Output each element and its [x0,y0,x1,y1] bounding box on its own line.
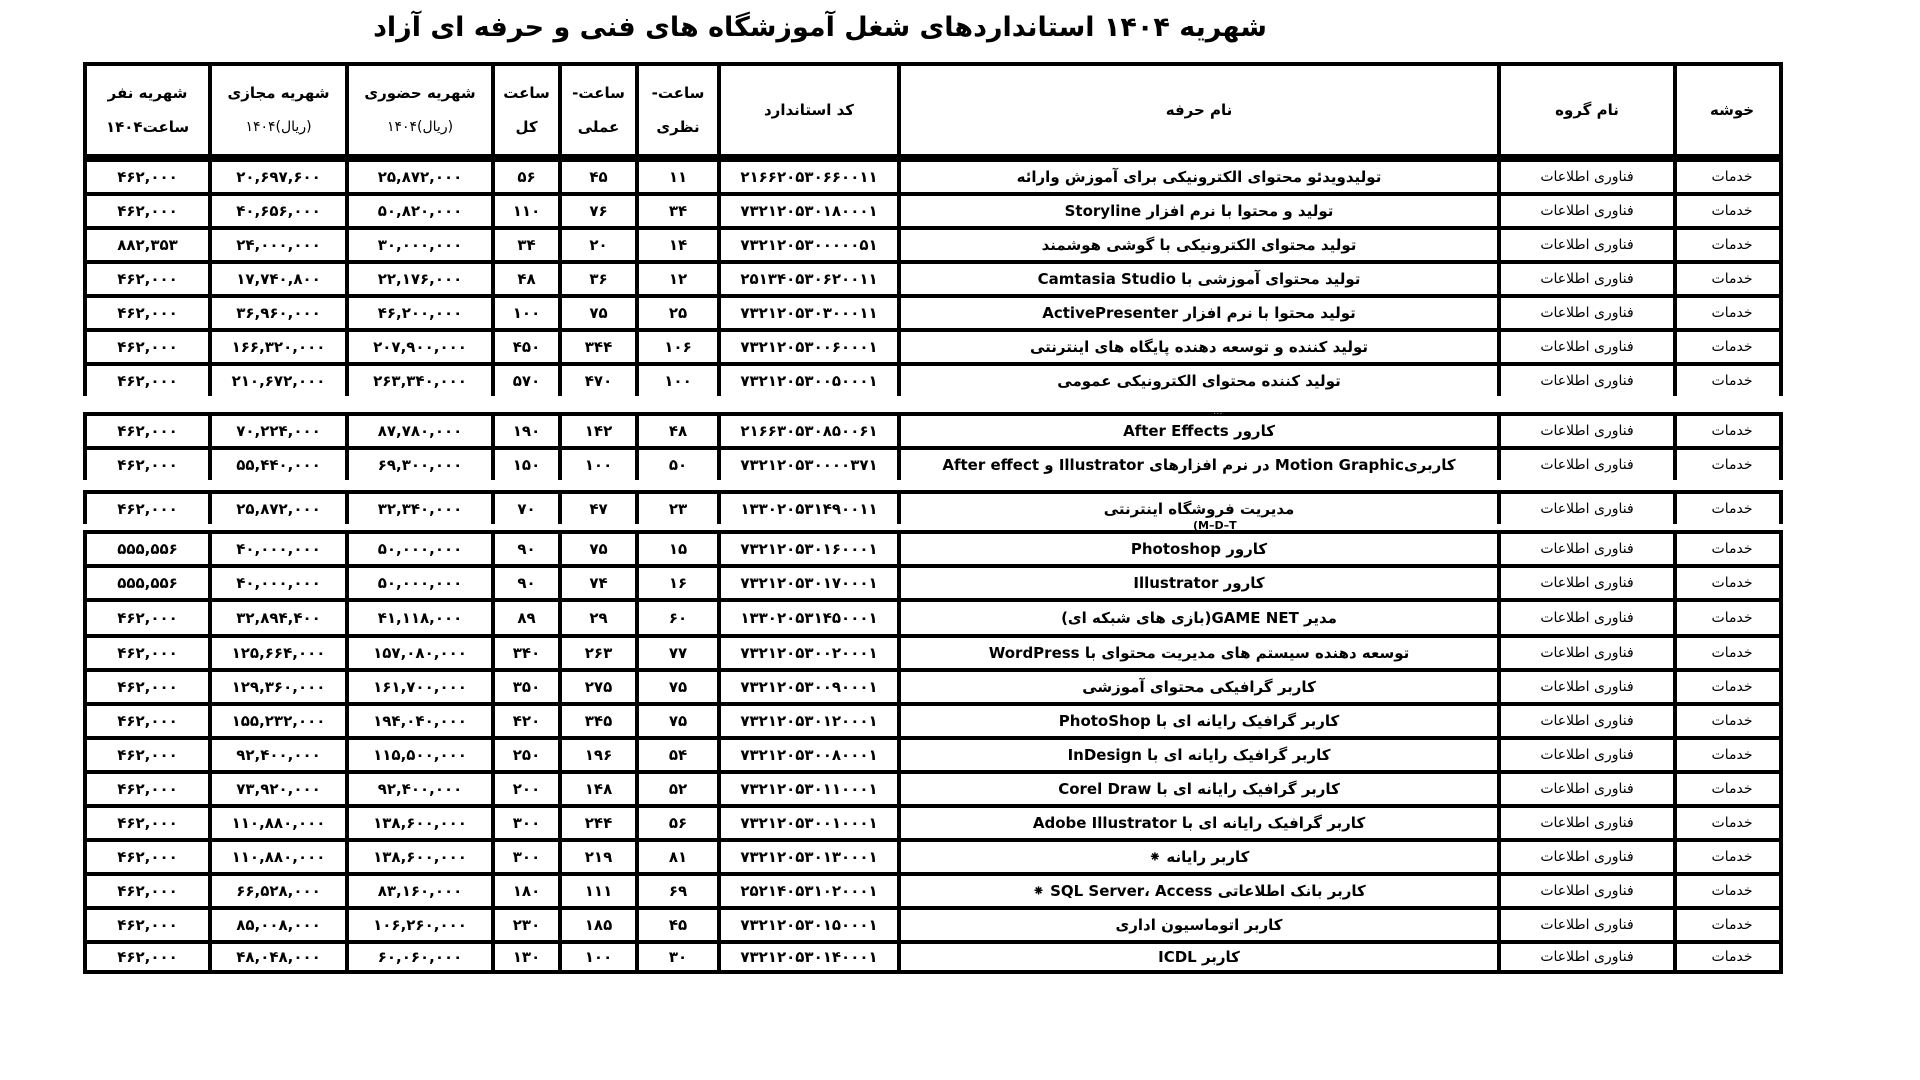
practical-hours-cell: ۴۵ [558,162,635,192]
cluster-cell: خدمات [1673,568,1787,598]
practical-hours-cell: ۲۷۵ [558,672,635,702]
trade-name-cell: کارور Photoshop [897,534,1497,564]
practical-hours-cell: ۲۶۳ [558,638,635,668]
total-hours-cell: ۳۴ [491,230,558,260]
group-name-cell: فناوری اطلاعات [1497,774,1673,804]
theory-hours-cell: ۵۴ [635,740,717,770]
trade-name-cell: تولید محتوای الکترونیکی با گوشی هوشمند [897,230,1497,260]
inperson-fee-cell: ۱۰۶,۲۶۰,۰۰۰ [345,910,491,940]
group-name-cell: فناوری اطلاعات [1497,740,1673,770]
virtual-fee-cell: ۹۲,۴۰۰,۰۰۰ [208,740,345,770]
cluster-cell: خدمات [1673,876,1787,906]
practical-hours-cell: ۱۸۵ [558,910,635,940]
header-practical-hours: ساعت- عملی [558,66,635,154]
theory-hours-cell: ۷۵ [635,672,717,702]
trade-name-cell: کاربریMotion Graphic در نرم افزارهای Illustrator و After effect [897,450,1497,480]
table-row [83,804,1783,838]
group-name-cell: فناوری اطلاعات [1497,808,1673,838]
per-hour-fee-cell: ۴۶۲,۰۰۰ [117,372,178,390]
total-hours-cell: ۵۶ [491,162,558,192]
header-total-hours: ساعت کل [491,66,558,154]
trade-name-cell: توسعه دهنده سیستم های مدیریت محتوای با WordPress [897,638,1497,668]
standard-code-cell: ۷۳۲۱۲۰۵۳۰۱۸۰۰۰۱ [717,196,897,226]
per-hour-fee-cell: ۴۶۲,۰۰۰ [117,780,178,798]
header-cluster: خوشه [1673,66,1787,154]
standard-code-cell: ۷۳۲۱۲۰۵۳۰۰۶۰۰۰۱ [717,332,897,362]
total-hours-cell: ۱۱۰ [491,196,558,226]
practical-hours-cell: ۴۷۰ [558,366,635,396]
cluster-cell: خدمات [1673,450,1787,480]
virtual-fee-cell: ۴۰,۰۰۰,۰۰۰ [208,568,345,598]
standard-code-cell: ۷۳۲۱۲۰۵۳۰۰۱۰۰۰۱ [717,808,897,838]
inperson-fee-cell: ۸۳,۱۶۰,۰۰۰ [345,876,491,906]
table-row [83,260,1783,294]
theory-hours-cell: ۱۴ [635,230,717,260]
virtual-fee-cell: ۱۱۰,۸۸۰,۰۰۰ [208,808,345,838]
standard-code-cell: ۷۳۲۱۲۰۵۳۰۱۶۰۰۰۱ [717,534,897,564]
trade-name-cell: کاربر گرافیک رایانه ای با Corel Draw [897,774,1497,804]
theory-hours-cell: ۱۵ [635,534,717,564]
standard-code-cell: ۷۳۲۱۲۰۵۳۰۰۰۰۳۷۱ [717,450,897,480]
table-row [83,702,1783,736]
group-name-cell: فناوری اطلاعات [1497,638,1673,668]
per-hour-fee-cell: ۴۶۲,۰۰۰ [117,500,178,518]
cluster-cell: خدمات [1673,366,1787,396]
standard-code-cell: ۷۳۲۱۲۰۵۳۰۱۳۰۰۰۱ [717,842,897,872]
virtual-fee-cell: ۱۶۶,۳۲۰,۰۰۰ [208,332,345,362]
total-hours-cell: ۳۰۰ [491,842,558,872]
trade-name-cell: کاربر گرافیکی محتوای آموزشی [897,672,1497,702]
per-hour-fee-cell: ۴۶۲,۰۰۰ [117,270,178,288]
trade-name-cell: کاربر گرافیک رایانه ای با PhotoShop [897,706,1497,736]
virtual-fee-cell: ۸۵,۰۰۸,۰۰۰ [208,910,345,940]
trade-name-cell: کاربر رایانه ⁕ [897,842,1497,872]
group-name-cell: فناوری اطلاعات [1497,416,1673,446]
virtual-fee-cell: ۷۳,۹۲۰,۰۰۰ [208,774,345,804]
theory-hours-cell: ۳۰ [635,944,717,970]
theory-hours-cell: ۴۵ [635,910,717,940]
group-name-cell: فناوری اطلاعات [1497,534,1673,564]
trade-name-cell: کارور After Effects [897,416,1497,446]
standard-code-cell: ۷۳۲۱۲۰۵۳۰۱۴۰۰۰۱ [717,944,897,970]
inperson-fee-cell: ۱۵۷,۰۸۰,۰۰۰ [345,638,491,668]
table-row [83,564,1783,598]
virtual-fee-cell: ۱۱۰,۸۸۰,۰۰۰ [208,842,345,872]
header-trade-name: نام حرفه [897,66,1497,154]
theory-hours-cell: ۱۱ [635,162,717,192]
table-row [83,598,1783,634]
theory-hours-cell: ۲۳ [635,494,717,524]
table-row [83,226,1783,260]
per-hour-fee-cell: ۴۶۲,۰۰۰ [117,644,178,662]
table-row [83,668,1783,702]
total-hours-cell: ۳۵۰ [491,672,558,702]
theory-hours-cell: ۶۹ [635,876,717,906]
inperson-fee-cell: ۶۹,۳۰۰,۰۰۰ [345,450,491,480]
group-name-cell: فناوری اطلاعات [1497,450,1673,480]
header-standard-code: کد استاندارد [717,66,897,154]
inperson-fee-cell: ۵۰,۰۰۰,۰۰۰ [345,534,491,564]
trade-name-cell: کارور Illustrator [897,568,1497,598]
per-hour-fee-cell: ۴۶۲,۰۰۰ [117,882,178,900]
trade-name-cell: کاربر اتوماسیون اداری [897,910,1497,940]
practical-hours-cell: ۲۰ [558,230,635,260]
trade-name-cell: تولیدویدئو محتوای الکترونیکی برای آموزش وارائه [897,162,1497,192]
cluster-cell: خدمات [1673,230,1787,260]
theory-hours-cell: ۱۰۶ [635,332,717,362]
total-hours-cell: ۲۰۰ [491,774,558,804]
trade-name-cell: تولید محتوا با نرم افزار ActivePresenter [897,298,1497,328]
cluster-cell: خدمات [1673,264,1787,294]
group-name-cell: فناوری اطلاعات [1497,568,1673,598]
virtual-fee-cell: ۲۴,۰۰۰,۰۰۰ [208,230,345,260]
total-hours-cell: ۴۲۰ [491,706,558,736]
per-hour-fee-cell: ۴۶۲,۰۰۰ [117,202,178,220]
table-row [83,412,1783,446]
inperson-fee-cell: ۴۶,۲۰۰,۰۰۰ [345,298,491,328]
practical-hours-cell: ۷۶ [558,196,635,226]
inperson-fee-cell: ۶۰,۰۶۰,۰۰۰ [345,944,491,970]
theory-hours-cell: ۵۰ [635,450,717,480]
theory-hours-cell: ۴۸ [635,416,717,446]
per-hour-fee-cell: ۴۶۲,۰۰۰ [117,848,178,866]
total-hours-cell: ۱۵۰ [491,450,558,480]
virtual-fee-cell: ۶۶,۵۲۸,۰۰۰ [208,876,345,906]
virtual-fee-cell: ۲۱۰,۶۷۲,۰۰۰ [208,366,345,396]
virtual-fee-cell: ۳۶,۹۶۰,۰۰۰ [208,298,345,328]
header-group-name: نام گروه [1497,66,1673,154]
total-hours-cell: ۱۰۰ [491,298,558,328]
virtual-fee-cell: ۱۲۹,۳۶۰,۰۰۰ [208,672,345,702]
cluster-cell: خدمات [1673,298,1787,328]
group-name-cell: فناوری اطلاعات [1497,264,1673,294]
inperson-fee-cell: ۳۲,۳۴۰,۰۰۰ [345,494,491,524]
theory-hours-cell: ۱۶ [635,568,717,598]
cluster-cell: خدمات [1673,944,1787,970]
header-inperson-fee: شهریه حضوری (ریال)۱۴۰۴ [345,66,491,154]
table-row [83,736,1783,770]
total-hours-cell: ۴۵۰ [491,332,558,362]
cluster-cell: خدمات [1673,706,1787,736]
cluster-cell: خدمات [1673,672,1787,702]
total-hours-cell: ۱۳۰ [491,944,558,970]
inperson-fee-cell: ۱۳۸,۶۰۰,۰۰۰ [345,842,491,872]
table-row [83,192,1783,226]
inperson-fee-cell: ۲۵,۸۷۲,۰۰۰ [345,162,491,192]
table-row [83,940,1783,974]
group-name-cell: فناوری اطلاعات [1497,842,1673,872]
theory-hours-cell: ۱۲ [635,264,717,294]
per-hour-fee-cell: ۴۶۲,۰۰۰ [117,422,178,440]
per-hour-fee-cell: ۴۶۲,۰۰۰ [117,948,178,966]
virtual-fee-cell: ۲۰,۶۹۷,۶۰۰ [208,162,345,192]
virtual-fee-cell: ۴۸,۰۴۸,۰۰۰ [208,944,345,970]
theory-hours-cell: ۲۵ [635,298,717,328]
per-hour-fee-cell: ۴۶۲,۰۰۰ [117,609,178,627]
header-theory-hours: ساعت- نظری [635,66,717,154]
standard-code-cell: ۷۳۲۱۲۰۵۳۰۱۱۰۰۰۱ [717,774,897,804]
virtual-fee-cell: ۲۵,۸۷۲,۰۰۰ [208,494,345,524]
total-hours-cell: ۹۰ [491,534,558,564]
standard-code-cell: ۷۳۲۱۲۰۵۳۰۳۰۰۰۱۱ [717,298,897,328]
theory-hours-cell: ۶۰ [635,602,717,634]
standard-code-cell: ۷۳۲۱۲۰۵۳۰۰۲۰۰۰۱ [717,638,897,668]
group-name-cell: فناوری اطلاعات [1497,332,1673,362]
per-hour-fee-cell: ۵۵۵,۵۵۶ [117,574,178,592]
inperson-fee-cell: ۲۶۳,۳۴۰,۰۰۰ [345,366,491,396]
standard-code-cell: ۱۳۳۰۲۰۵۳۱۴۵۰۰۰۱ [717,602,897,634]
practical-hours-cell: ۳۴۵ [558,706,635,736]
inperson-fee-cell: ۱۹۴,۰۴۰,۰۰۰ [345,706,491,736]
group-name-cell: فناوری اطلاعات [1497,366,1673,396]
trade-name-cell: کاربر ICDL [897,944,1497,970]
cluster-cell: خدمات [1673,910,1787,940]
per-hour-fee-cell: ۸۸۲,۳۵۳ [117,236,178,254]
standard-code-cell: ۲۱۶۶۲۰۵۳۰۶۶۰۰۱۱ [717,162,897,192]
per-hour-fee-cell: ۴۶۲,۰۰۰ [117,916,178,934]
trade-name-cell: تولید و محتوا با نرم افزار Storyline [897,196,1497,226]
cluster-cell: خدمات [1673,808,1787,838]
practical-hours-cell: ۱۰۰ [558,944,635,970]
header-virtual-fee: شهریه مجازی (ریال)۱۴۰۴ [208,66,345,154]
standard-code-cell: ۷۳۲۱۲۰۵۳۰۱۵۰۰۰۱ [717,910,897,940]
standard-code-cell: ۷۳۲۱۲۰۵۳۰۰۰۰۰۵۱ [717,230,897,260]
gap-dots: ... [1213,406,1223,417]
cluster-cell: خدمات [1673,842,1787,872]
per-hour-fee-cell: ۴۶۲,۰۰۰ [117,746,178,764]
group-name-cell: فناوری اطلاعات [1497,672,1673,702]
group-name-cell: فناوری اطلاعات [1497,944,1673,970]
inperson-fee-cell: ۴۱,۱۱۸,۰۰۰ [345,602,491,634]
group-name-cell: فناوری اطلاعات [1497,602,1673,634]
virtual-fee-cell: ۱۷,۷۴۰,۸۰۰ [208,264,345,294]
table-row [83,530,1783,564]
virtual-fee-cell: ۴۰,۶۵۶,۰۰۰ [208,196,345,226]
table-row [83,328,1783,362]
theory-hours-cell: ۵۲ [635,774,717,804]
group-name-cell: فناوری اطلاعات [1497,876,1673,906]
standard-code-cell: ۲۵۲۱۴۰۵۳۱۰۲۰۰۰۱ [717,876,897,906]
gap-cut-text: (M–D–T [1193,521,1237,530]
group-name-cell: فناوری اطلاعات [1497,196,1673,226]
page-title: شهریه ۱۴۰۴ استانداردهای شغل آموزشگاه های فنی و حرفه ای آزاد [373,12,1267,43]
per-hour-fee-cell: ۴۶۲,۰۰۰ [117,678,178,696]
standard-code-cell: ۲۵۱۳۴۰۵۳۰۶۲۰۰۱۱ [717,264,897,294]
practical-hours-cell: ۲۹ [558,602,635,634]
virtual-fee-cell: ۱۵۵,۲۳۲,۰۰۰ [208,706,345,736]
inperson-fee-cell: ۲۰۷,۹۰۰,۰۰۰ [345,332,491,362]
table-row [83,294,1783,328]
cluster-cell: خدمات [1673,638,1787,668]
practical-hours-cell: ۷۴ [558,568,635,598]
group-name-cell: فناوری اطلاعات [1497,298,1673,328]
total-hours-cell: ۵۷۰ [491,366,558,396]
inperson-fee-cell: ۹۲,۴۰۰,۰۰۰ [345,774,491,804]
cluster-cell: خدمات [1673,416,1787,446]
standard-code-cell: ۷۳۲۱۲۰۵۳۰۱۷۰۰۰۱ [717,568,897,598]
practical-hours-cell: ۴۷ [558,494,635,524]
trade-name-cell: تولید محتوای آموزشی با Camtasia Studio [897,264,1497,294]
standard-code-cell: ۱۳۳۰۲۰۵۳۱۴۹۰۰۱۱ [717,494,897,524]
per-hour-fee-cell: ۴۶۲,۰۰۰ [117,712,178,730]
inperson-fee-cell: ۱۶۱,۷۰۰,۰۰۰ [345,672,491,702]
total-hours-cell: ۴۸ [491,264,558,294]
cluster-cell: خدمات [1673,162,1787,192]
standard-code-cell: ۷۳۲۱۲۰۵۳۰۰۹۰۰۰۱ [717,672,897,702]
trade-name-cell: کاربر گرافیک رایانه ای با InDesign [897,740,1497,770]
trade-name-cell: کاربر بانک اطلاعاتی SQL Server، Access ⁕ [897,876,1497,906]
virtual-fee-cell: ۴۰,۰۰۰,۰۰۰ [208,534,345,564]
group-name-cell: فناوری اطلاعات [1497,162,1673,192]
per-hour-fee-cell: ۴۶۲,۰۰۰ [117,814,178,832]
inperson-fee-cell: ۵۰,۰۰۰,۰۰۰ [345,568,491,598]
virtual-fee-cell: ۵۵,۴۴۰,۰۰۰ [208,450,345,480]
practical-hours-cell: ۱۴۸ [558,774,635,804]
theory-hours-cell: ۸۱ [635,842,717,872]
virtual-fee-cell: ۱۲۵,۶۶۴,۰۰۰ [208,638,345,668]
theory-hours-cell: ۱۰۰ [635,366,717,396]
total-hours-cell: ۸۹ [491,602,558,634]
header-per-hour: شهریه نفر ساعت۱۴۰۴ [105,84,190,136]
theory-hours-cell: ۷۵ [635,706,717,736]
group-name-cell: فناوری اطلاعات [1497,910,1673,940]
cluster-cell: خدمات [1673,602,1787,634]
cluster-cell: خدمات [1673,196,1787,226]
inperson-fee-cell: ۸۷,۷۸۰,۰۰۰ [345,416,491,446]
inperson-fee-cell: ۵۰,۸۲۰,۰۰۰ [345,196,491,226]
cluster-cell: خدمات [1673,774,1787,804]
table-row [83,770,1783,804]
per-hour-fee-cell: ۴۶۲,۰۰۰ [117,168,178,186]
practical-hours-cell: ۲۱۹ [558,842,635,872]
theory-hours-cell: ۵۶ [635,808,717,838]
theory-hours-cell: ۳۴ [635,196,717,226]
cluster-cell: خدمات [1673,332,1787,362]
per-hour-fee-cell: ۴۶۲,۰۰۰ [117,338,178,356]
inperson-fee-cell: ۱۱۵,۵۰۰,۰۰۰ [345,740,491,770]
practical-hours-cell: ۱۹۶ [558,740,635,770]
virtual-fee-cell: ۳۲,۸۹۴,۴۰۰ [208,602,345,634]
table-row [83,906,1783,940]
table-row [83,362,1783,396]
total-hours-cell: ۹۰ [491,568,558,598]
table-row [83,872,1783,906]
total-hours-cell: ۳۰۰ [491,808,558,838]
theory-hours-cell: ۷۷ [635,638,717,668]
total-hours-cell: ۳۴۰ [491,638,558,668]
standard-code-cell: ۲۱۶۶۳۰۵۳۰۸۵۰۰۶۱ [717,416,897,446]
total-hours-cell: ۱۹۰ [491,416,558,446]
group-name-cell: فناوری اطلاعات [1497,494,1673,524]
standard-code-cell: ۷۳۲۱۲۰۵۳۰۰۸۰۰۰۱ [717,740,897,770]
cluster-cell: خدمات [1673,740,1787,770]
inperson-fee-cell: ۱۳۸,۶۰۰,۰۰۰ [345,808,491,838]
trade-name-cell: تولید کننده محتوای الکترونیکی عمومی [897,366,1497,396]
practical-hours-cell: ۱۱۱ [558,876,635,906]
total-hours-cell: ۷۰ [491,494,558,524]
practical-hours-cell: ۱۴۲ [558,416,635,446]
table-row [83,634,1783,668]
trade-name-cell: کاربر گرافیک رایانه ای با Adobe Illustrator [897,808,1497,838]
practical-hours-cell: ۷۵ [558,534,635,564]
table-row [83,158,1783,192]
table-row [83,838,1783,872]
per-hour-fee-cell: ۴۶۲,۰۰۰ [117,456,178,474]
table-row [83,490,1783,524]
cluster-cell: خدمات [1673,494,1787,524]
practical-hours-cell: ۲۴۴ [558,808,635,838]
total-hours-cell: ۲۳۰ [491,910,558,940]
inperson-fee-cell: ۲۲,۱۷۶,۰۰۰ [345,264,491,294]
inperson-fee-cell: ۳۰,۰۰۰,۰۰۰ [345,230,491,260]
trade-name-cell: مدیر GAME NET(بازی های شبکه ای) [897,602,1497,634]
practical-hours-cell: ۳۶ [558,264,635,294]
trade-name-cell: مدیریت فروشگاه اینترنتی [897,494,1497,524]
trade-name-cell: تولید کننده و توسعه دهنده پایگاه های اینترنتی [897,332,1497,362]
total-hours-cell: ۲۵۰ [491,740,558,770]
practical-hours-cell: ۱۰۰ [558,450,635,480]
standard-code-cell: ۷۳۲۱۲۰۵۳۰۰۵۰۰۰۱ [717,366,897,396]
group-name-cell: فناوری اطلاعات [1497,706,1673,736]
table-header [83,62,1783,154]
virtual-fee-cell: ۷۰,۲۲۴,۰۰۰ [208,416,345,446]
cluster-cell: خدمات [1673,534,1787,564]
standard-code-cell: ۷۳۲۱۲۰۵۳۰۱۲۰۰۰۱ [717,706,897,736]
per-hour-fee-cell: ۴۶۲,۰۰۰ [117,304,178,322]
practical-hours-cell: ۷۵ [558,298,635,328]
total-hours-cell: ۱۸۰ [491,876,558,906]
practical-hours-cell: ۳۴۴ [558,332,635,362]
group-name-cell: فناوری اطلاعات [1497,230,1673,260]
per-hour-fee-cell: ۵۵۵,۵۵۶ [117,540,178,558]
table-row [83,446,1783,480]
